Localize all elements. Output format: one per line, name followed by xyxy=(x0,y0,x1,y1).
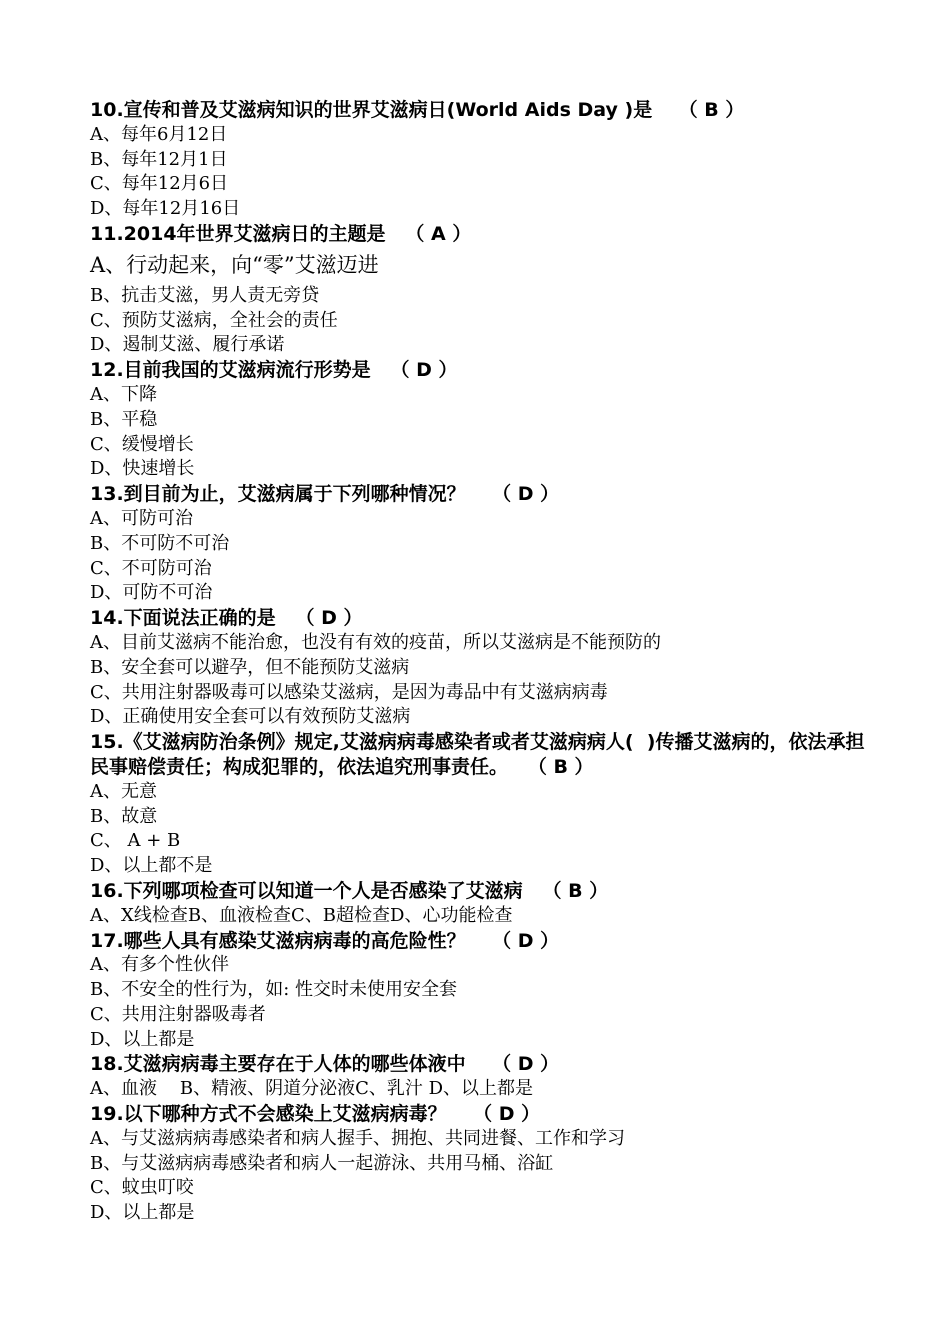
option-15-d: D、以上都不是 xyxy=(90,855,213,877)
option-13-a: A、可防可治 xyxy=(90,507,193,529)
option-14-c: C、共用注射器吸毒可以感染艾滋病，是因为毒品中有艾滋病病毒 xyxy=(90,681,608,703)
option-13-d: D、可防不可治 xyxy=(90,582,213,604)
option-15-b: B、故意 xyxy=(90,805,158,827)
option-11-a: A、行动起来，向“零”艾滋迈进 xyxy=(90,252,379,277)
option-19-b: B、与艾滋病病毒感染者和病人一起游泳、共用马桶、浴缸 xyxy=(90,1152,554,1174)
option-10-b: B、每年12月1日 xyxy=(90,148,228,170)
option-12-b: B、平稳 xyxy=(90,408,158,430)
question-11: 11.2014年世界艾滋病日的主题是 （ A ） xyxy=(90,222,472,245)
question-10: 10.宣传和普及艾滋病知识的世界艾滋病日(World Aids Day )是 （ B ） xyxy=(90,99,745,121)
option-14-a: A、目前艾滋病不能治愈，也没有有效的疫苗，所以艾滋病是不能预防的 xyxy=(90,631,661,653)
option-12-d: D、快速增长 xyxy=(90,458,195,480)
option-13-b: B、不可防不可治 xyxy=(90,532,230,554)
option-15-a: A、无意 xyxy=(90,780,157,802)
question-19: 19.以下哪种方式不会感染上艾滋病病毒？ （ D ） xyxy=(90,1103,541,1126)
option-17-a: A、有多个性伙伴 xyxy=(90,954,229,976)
option-17-c: C、共用注射器吸毒者 xyxy=(90,1003,266,1025)
question-12: 12.目前我国的艾滋病流行形势是 （ D ） xyxy=(90,359,458,382)
option-12-c: C、缓慢增长 xyxy=(90,433,194,455)
option-10-d: D、每年12月16日 xyxy=(90,198,241,220)
option-14-b: B、安全套可以避孕，但不能预防艾滋病 xyxy=(90,656,410,678)
option-18-all: A、血液 B、精液、阴道分泌液C、乳汁 D、以上都是 xyxy=(90,1078,534,1100)
question-14: 14.下面说法正确的是 （ D ） xyxy=(90,607,363,630)
question-sheet xyxy=(90,98,870,1226)
option-14-d: D、正确使用安全套可以有效预防艾滋病 xyxy=(90,706,411,728)
option-19-c: C、蚊虫叮咬 xyxy=(90,1177,194,1199)
question-13: 13.到目前为止，艾滋病属于下列哪种情况？ （ D ） xyxy=(90,483,560,506)
option-19-a: A、与艾滋病病毒感染者和病人握手、拥抱、共同进餐、工作和学习 xyxy=(90,1127,625,1149)
option-16-all: A、X线检查B、血液检查C、B超检查D、心功能检查 xyxy=(90,904,513,926)
option-13-c: C、不可防可治 xyxy=(90,557,212,579)
option-15-c: C、 A + B xyxy=(90,830,181,852)
question-16: 16.下列哪项检查可以知道一个人是否感染了艾滋病 （ B ） xyxy=(90,879,609,902)
option-10-a: A、每年6月12日 xyxy=(90,123,228,145)
option-10-c: C、每年12月6日 xyxy=(90,173,229,195)
option-17-d: D、以上都是 xyxy=(90,1028,195,1050)
question-15: 15.《艾滋病防治条例》规定,艾滋病病毒感染者或者艾滋病病人( )传播艾滋病的，依法承担民事赔偿责任；构成犯罪的，依法追究刑事责任。 （ B ） xyxy=(90,731,865,778)
option-11-c: C、预防艾滋病，全社会的责任 xyxy=(90,309,338,331)
option-19-d: D、以上都是 xyxy=(90,1202,195,1224)
option-11-b: B、抗击艾滋，男人责无旁贷 xyxy=(90,284,320,306)
option-12-a: A、下降 xyxy=(90,383,157,405)
question-17: 17.哪些人具有感染艾滋病病毒的高危险性？ （ D ） xyxy=(90,929,560,952)
question-18: 18.艾滋病病毒主要存在于人体的哪些体液中 （ D ） xyxy=(90,1053,560,1076)
option-11-d: D、遏制艾滋、履行承诺 xyxy=(90,334,285,356)
option-17-b: B、不安全的性行为，如: 性交时未使用安全套 xyxy=(90,979,458,1001)
